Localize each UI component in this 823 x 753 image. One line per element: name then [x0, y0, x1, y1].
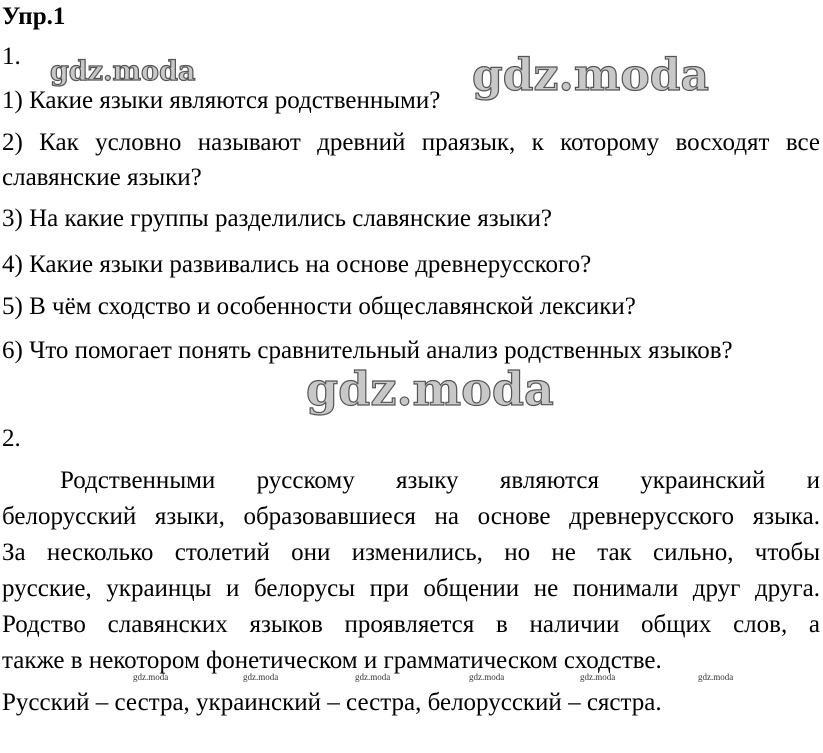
question-4: 4) Какие языки развивались на основе древнерусского? — [2, 251, 592, 278]
question-6: 6) Что помогает понять сравнительный анализ родственных языков? — [2, 337, 733, 364]
answer-line-6: также в некотором фонетическом и грамматическом сходстве. — [2, 647, 662, 674]
question-2: 2) Как условно называют древний праязык, к которому восходят все — [2, 129, 820, 156]
answer-line-5: Родство славянских языков проявляется в наличии общих слов, а — [2, 611, 820, 638]
watermark-small: gdz.moda — [469, 672, 505, 682]
section-1-number: 1. — [2, 43, 21, 70]
answer-line-4: русские, украинцы и белорусы при общении не понимали друг друга. — [2, 575, 820, 602]
exercise-title: Упр.1 — [2, 3, 66, 30]
answer-line-3: За несколько столетий они изменились, но не так сильно, чтобы — [2, 539, 820, 566]
answer-line-1: Родственными русскому языку являются украинский и — [60, 467, 820, 494]
answer-line-2: белорусский языки, образовавшиеся на основе древнерусского языка. — [2, 503, 820, 530]
watermark-small: gdz.moda — [243, 672, 279, 682]
answer-last-line: Русский – сестра, украинский – сестра, белорусский – сястра. — [2, 689, 662, 716]
section-2-number: 2. — [2, 425, 21, 452]
watermark-logo: gdz.moda — [472, 50, 710, 101]
question-1: 1) Какие языки являются родственными? — [2, 87, 441, 114]
watermark-small: gdz.moda — [355, 672, 391, 682]
watermark-small: gdz.moda — [580, 672, 616, 682]
question-2-cont: славянские языки? — [2, 164, 202, 191]
watermark-logo: gdz.moda — [306, 362, 554, 416]
watermark-small: gdz.moda — [133, 672, 169, 682]
watermark-logo: gdz.moda — [50, 56, 196, 87]
question-5: 5) В чём сходство и особенности общеславянской лексики? — [2, 293, 636, 320]
watermark-small: gdz.moda — [698, 672, 734, 682]
question-3: 3) На какие группы разделились славянские языки? — [2, 205, 553, 232]
